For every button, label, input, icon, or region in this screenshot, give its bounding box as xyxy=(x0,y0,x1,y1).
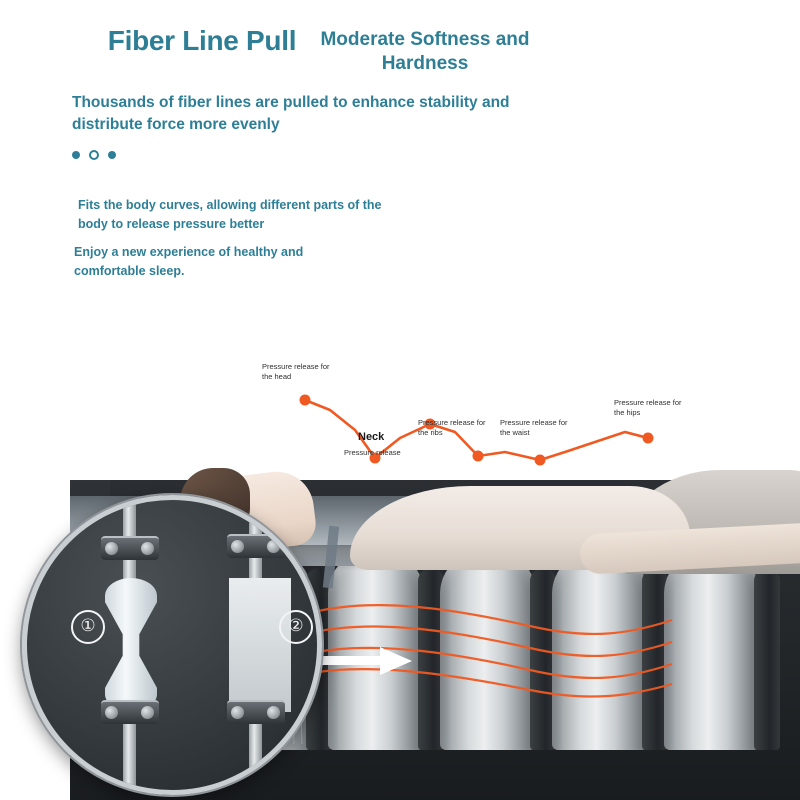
spring-stack-icon xyxy=(229,578,291,712)
label-neck: Neck xyxy=(358,431,385,443)
label-pressure-waist: Pressure release for the waist xyxy=(500,418,568,437)
page-title: Fiber Line Pull xyxy=(107,25,297,56)
bullet-dots xyxy=(72,150,116,160)
marketing-text-block xyxy=(0,0,800,300)
magnified-detail-circle xyxy=(22,495,322,795)
page-subtitle: Moderate Softness and Hardness xyxy=(320,29,530,74)
dot-icon xyxy=(108,151,116,159)
label-neck-pressure: Pressure release xyxy=(344,448,401,457)
benefit-text-sleep: Enjoy a new experience of healthy and comfortable sleep. xyxy=(74,245,304,278)
clamp-icon xyxy=(227,534,285,558)
dot-outline-icon xyxy=(89,150,99,160)
fiber-coil-illustration xyxy=(105,578,157,712)
badge-step-2: ② xyxy=(279,610,313,644)
benefit-text-curves: Fits the body curves, allowing different parts of the body to release pressure better xyxy=(78,198,382,231)
label-pressure-ribs: Pressure release for the ribs xyxy=(418,418,486,437)
clamp-icon xyxy=(101,700,159,724)
clamp-icon xyxy=(101,536,159,560)
badge-step-1: ① xyxy=(71,610,105,644)
product-photo xyxy=(0,300,800,800)
dot-icon xyxy=(72,151,80,159)
label-pressure-hips: Pressure release for the hips xyxy=(614,398,682,417)
clamp-icon xyxy=(227,700,285,724)
lead-paragraph: Thousands of fiber lines are pulled to enhance stability and distribute force more evenly xyxy=(72,94,510,134)
label-pressure-head: Pressure release for the head xyxy=(262,362,330,381)
